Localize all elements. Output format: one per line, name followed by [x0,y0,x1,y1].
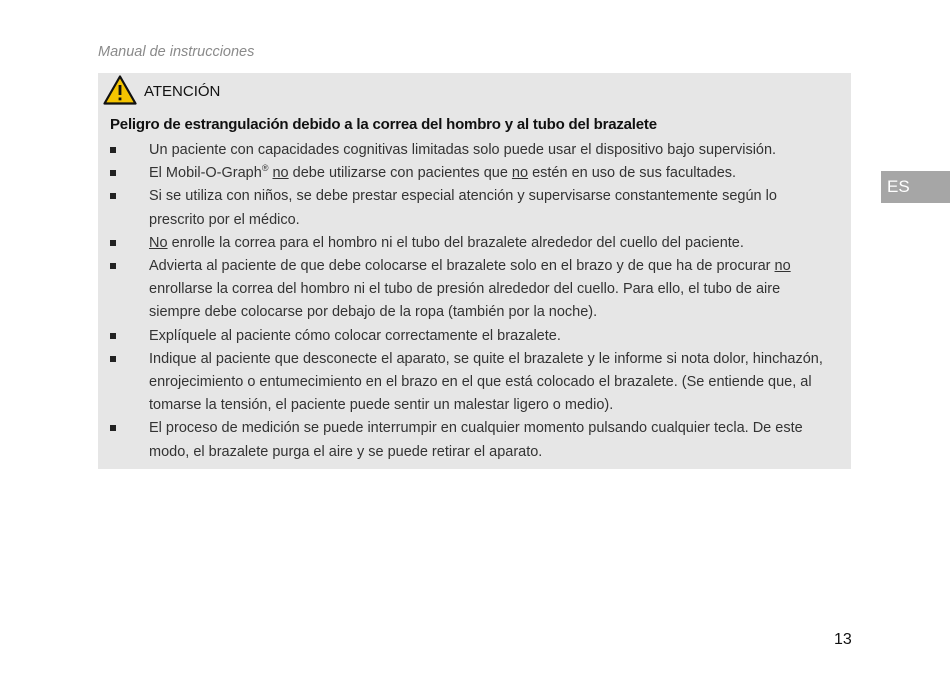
registered-mark: ® [261,163,269,174]
emphasis-no: No [149,234,168,251]
list-item [98,417,851,463]
bullet-icon [110,147,116,153]
list-item [98,139,851,162]
document-header: Manual de instrucciones [98,44,255,60]
list-item-text: enrollarse la correa del hombro ni el tubo de presión alrededor del cuello. Para ello, el tubo de aire siempre debe colocarse por debajo de la ropa (también por la noche). [149,281,781,321]
list-item-text: Explíquele al paciente cómo colocar correctamente el brazalete. [149,327,561,344]
warning-box [98,73,851,469]
list-item-text: Indique al paciente que desconecte el aparato, se quite el brazalete y le informe si nota dolor, hinchazón, enrojecimiento o entumecimiento en el brazo en el que está colocado el brazalete. (Se entiende que, al tomarse la tensión, el paciente puede sentir un malestar ligero o medio). [149,350,823,414]
list-item-text: El proceso de medición se puede interrumpir en cualquier momento pulsando cualquier tecla. De este modo, el brazalete purga el aire y se puede retirar el aparato. [149,420,803,460]
warning-triangle-icon [103,75,137,105]
list-item [98,232,851,255]
list-item-text: Advierta al paciente de que debe colocarse el brazalete solo en el brazo y de que ha de procurar [149,258,775,275]
list-item-text: debe utilizarse con pacientes que [288,165,512,182]
bullet-icon [110,425,116,431]
emphasis-no: no [511,165,529,182]
bullet-icon [110,356,116,362]
list-item-text: estén en uso de sus facultades. [528,165,737,182]
page-number: 13 [834,631,852,648]
list-item [98,348,851,418]
emphasis-no: no [272,165,289,182]
warning-list [98,139,851,464]
emphasis-no: no [774,258,791,275]
bullet-icon [110,333,116,339]
list-item [98,162,851,185]
warning-title: Peligro de estrangulación debido a la correa del hombro y al tubo del brazalete [110,116,657,133]
list-item [98,325,851,348]
bullet-icon [110,240,116,246]
list-item [98,255,851,325]
language-tab: ES [881,171,950,203]
list-item-text: El Mobil-O-Graph [149,165,262,182]
bullet-icon [110,193,116,199]
list-item [98,185,851,231]
bullet-icon [110,170,116,176]
list-item-text: Si se utiliza con niños, se debe prestar especial atención y supervisarse constantemente según lo prescrito por el médico. [149,188,777,228]
list-item-text: enrolle la correa para el hombro ni el tubo del brazalete alrededor del cuello del paciente. [167,234,744,251]
warning-label: ATENCIÓN [144,83,221,100]
bullet-icon [110,263,116,269]
list-item-text: Un paciente con capacidades cognitivas limitadas solo puede usar el dispositivo bajo supervisión. [149,142,777,158]
